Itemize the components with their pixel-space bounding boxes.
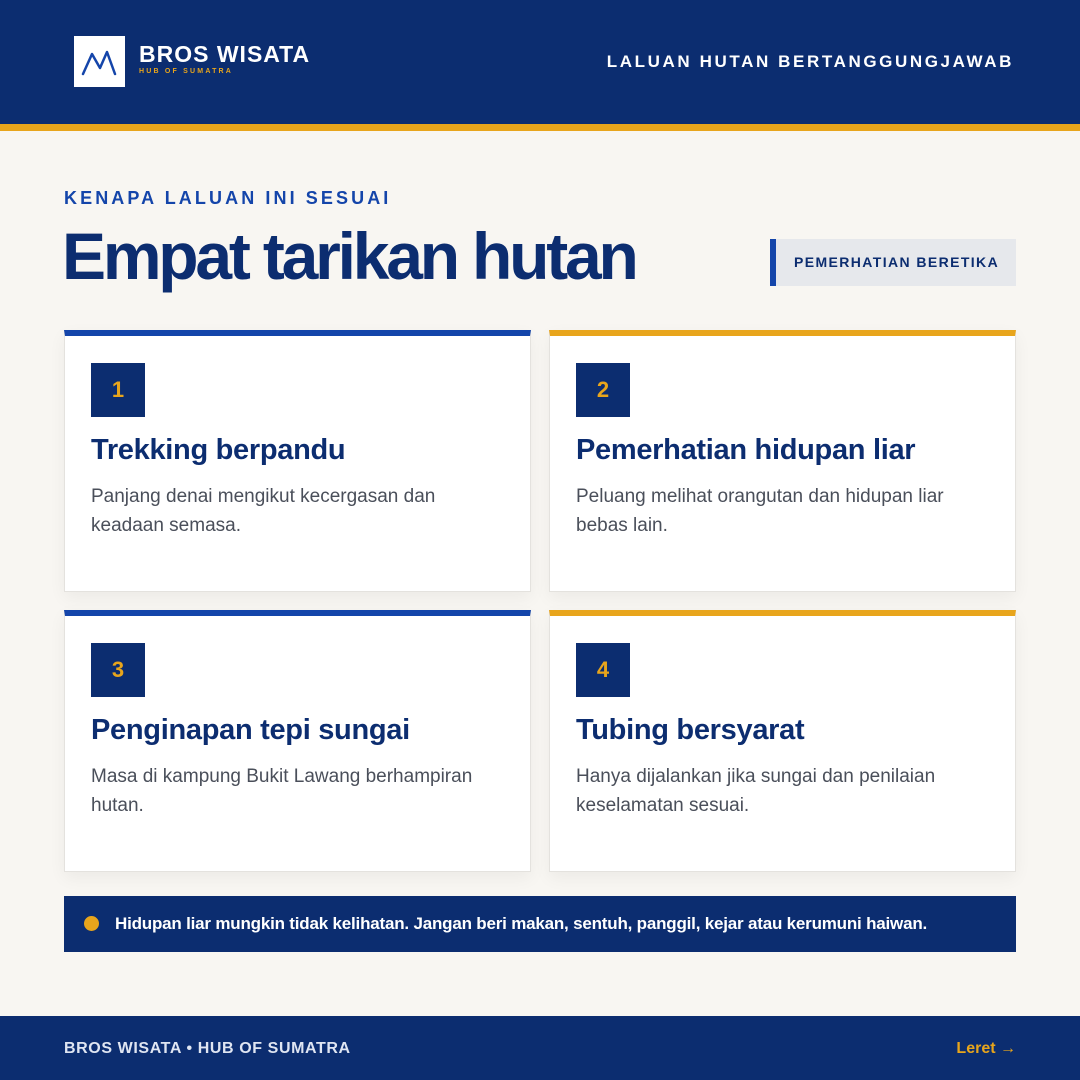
feature-card-2 — [549, 330, 1016, 592]
footer-bar — [0, 1016, 1080, 1080]
mountain-icon — [80, 44, 118, 78]
card-title: Trekking berpandu — [91, 434, 346, 466]
card-number: 1 — [91, 363, 145, 417]
feature-card-3 — [64, 610, 531, 872]
card-number: 2 — [576, 363, 630, 417]
page-title: Empat tarikan hutan — [62, 219, 636, 293]
card-number: 3 — [91, 643, 145, 697]
card-description: Hanya dijalankan jika sungai dan penilaian keselamatan sesuai. — [576, 766, 936, 816]
card-description: Peluang melihat orangutan dan hidupan liar bebas lain. — [576, 486, 944, 536]
ethics-tag-label: PEMERHATIAN BERETIKA — [794, 254, 1000, 270]
header-accent-stripe — [0, 124, 1080, 131]
header-bar — [0, 0, 1080, 124]
bullet-dot-icon — [84, 916, 99, 931]
logo — [74, 36, 125, 87]
card-number: 4 — [576, 643, 630, 697]
card-description: Masa di kampung Bukit Lawang berhampiran hutan. — [91, 766, 473, 816]
feature-card-1 — [64, 330, 531, 592]
card-description: Panjang denai mengikut kecergasan dan keadaan semasa. — [91, 486, 436, 536]
notice-text: Hidupan liar mungkin tidak kelihatan. Jangan beri makan, sentuh, panggil, kejar atau kerumuni haiwan. — [115, 914, 928, 933]
footer-brand: BROS WISATA • HUB OF SUMATRA — [64, 1040, 351, 1057]
section-eyebrow: KENAPA LALUAN INI SESUAI — [64, 188, 392, 208]
card-title: Penginapan tepi sungai — [91, 714, 410, 746]
feature-card-4 — [549, 610, 1016, 872]
ethics-tag — [770, 239, 1016, 286]
header-title: LALUAN HUTAN BERTANGGUNGJAWAB — [606, 52, 1014, 71]
wildlife-notice — [64, 896, 1016, 952]
card-title: Tubing bersyarat — [576, 714, 805, 746]
swipe-link[interactable]: Leret → — [956, 1040, 1016, 1057]
brand-name: BROS WISATA — [139, 41, 311, 67]
card-title: Pemerhatian hidupan liar — [576, 434, 916, 466]
brand-tagline: HUB OF SUMATRA — [139, 68, 234, 75]
